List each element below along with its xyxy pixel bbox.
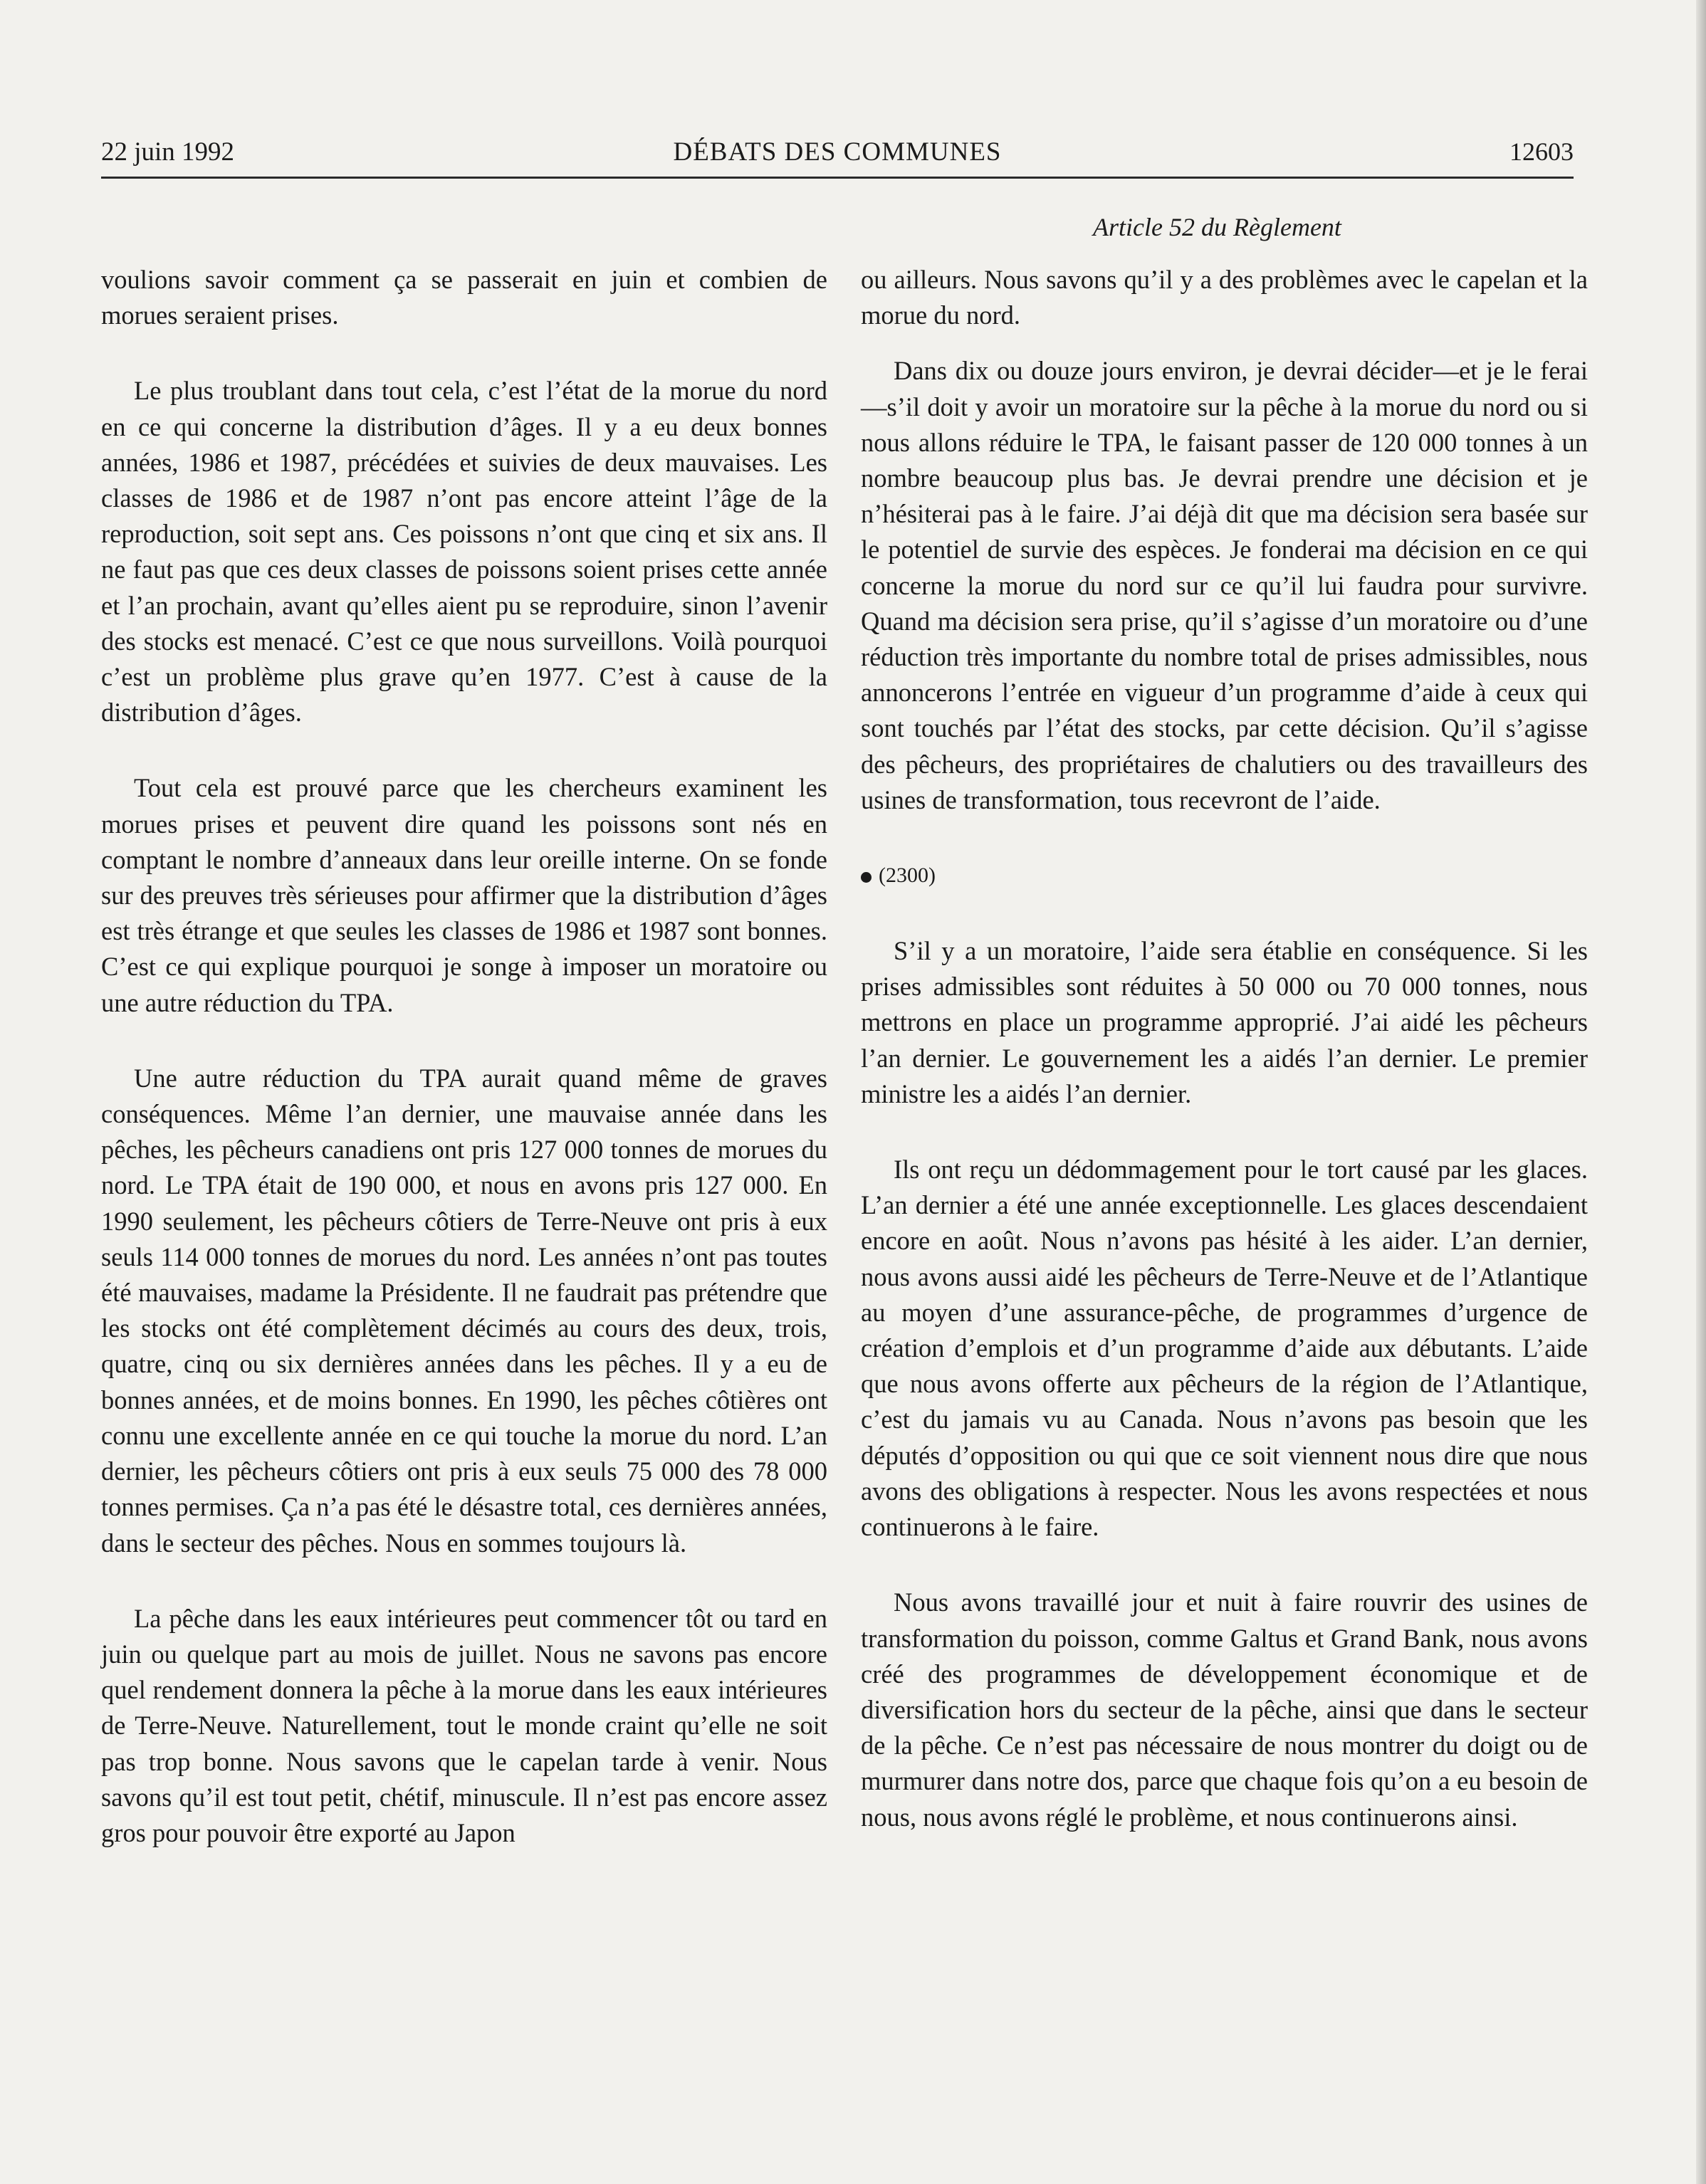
paragraph: Tout cela est prouvé parce que les chercheurs examinent les morues prises et peuvent dire quand les poissons sont nés en comptant le nombre d’anneaux dans leur oreille interne. On se fonde sur des preuves très sérieuses pour affirmer que la distribution d’âges est très étrange et que seules les classes de 1986 et 1987 sont bonnes. C’est ce qui explique pourquoi je songe à imposer un moratoire ou une autre réduction du TPA. [101,773,827,1017]
paragraph: Dans dix ou douze jours environ, je devrai décider—et je le ferai—s’il doit y avoir un moratoire sur la pêche à la morue du nord ou si nous allons réduire le TPA, le faisant passer de 120 000 tonnes à un nombre beaucoup plus bas. Je devrai prendre une décision et je n’hésiterai pas à le faire. J’ai déjà dit que ma décision sera basée sur le potentiel de survie des espèces. Je fonderai ma décision en ce qui concerne la morue du nord sur ce qu’il lui faudra pour survivre. Quand ma décision sera prise, qu’il s’agisse d’un moratoire ou d’une réduction très importante du nombre total de prises admissibles, nous annoncerons l’entrée en vigueur d’un programme d’aide à ceux qui sont touchés par l’état des stocks, par cette décision. Qu’il s’agisse des pêcheurs, des propriétaires de chalutiers ou des travailleurs des usines de transformation, tous recevront de l’aide. [861,356,1588,814]
header-title: DÉBATS DES COMMUNES [673,137,1002,167]
header-page-number: 12603 [1509,137,1574,166]
paragraph: Ils ont reçu un dédommagement pour le tort causé par les glaces. L’an dernier a été une année exceptionnelle. Les glaces descendaient encore en août. Nous n’avons pas hésité à les aider. L’an dernier, nous avons aussi aidé les pêcheurs de Terre-Neuve et de l’Atlantique au moyen d’une assurance-pêche, de programmes d’urgence de création d’emplois et d’un programme d’aide aux débutants. L’aide que nous avons offerte aux pêcheurs de la région de l’Atlantique, c’est du jamais vu au Canada. Nous n’avons pas besoin que les députés d’opposition ou qui que ce soit viennent nous dire que nous avons des obligations à respecter. Nous les avons respectées et nous continuerons à le faire. [861,1155,1588,1542]
paragraph: Le plus troublant dans tout cela, c’est l’état de la morue du nord en ce qui concerne la distribution d’âges. Il y a eu deux bonnes années, 1986 et 1987, précédées et suivies de deux mauvaises. Les classes de 1986 et de 1987 n’ont pas encore atteint l’âge de la reproduction, soit sept ans. Ces poissons n’ont que cinq et six ans. Il ne faut pas que ces deux classes de poissons soient prises cette année et l’an prochain, avant qu’elles aient pu se reproduire, sinon l’avenir des stocks est menacé. C’est ce que nous surveillons. Voilà pourquoi c’est un problème plus grave qu’en 1977. C’est à cause de la distribution d’âges. [101,376,827,728]
paragraph: ou ailleurs. Nous savons qu’il y a des problèmes avec le capelan et la morue du nord. [861,265,1588,330]
paragraph: voulions savoir comment ça se passerait en juin et combien de morues seraient prises. [101,265,827,330]
page-header [101,137,1574,179]
paragraph: S’il y a un moratoire, l’aide sera établie en conséquence. Si les prises admissibles sont réduites à 50 000 ou 70 000 tonnes, nous mettrons en place un programme approprié. J’ai aidé les pêcheurs l’an dernier. Le gouvernement les a aidés l’an dernier. Le premier ministre les a aidés l’an dernier. [861,936,1588,1108]
paragraph: Une autre réduction du TPA aurait quand même de graves conséquences. Même l’an dernier, une mauvaise année dans les pêches, les pêcheurs canadiens ont pris 127 000 tonnes de morues du nord. Le TPA était de 190 000, et nous en avons pris 127 000. En 1990 seulement, les pêcheurs côtiers de Terre-Neuve ont pris à eux seuls 114 000 tonnes de morues du nord. Les années n’ont pas toutes été mauvaises, madame la Présidente. Il ne faudrait pas prétendre que les stocks ont été complètement décimés au cours des deux, trois, quatre, cinq ou six dernières années dans les pêches. Il y a eu de bonnes années, et de moins bonnes. En 1990, les pêches côtières ont connu une excellente année en ce qui touche la morue du nord. L’an dernier, les pêcheurs côtiers ont pris à eux seuls 75 000 des 78 000 tonnes permises. Ça n’a pas été le désastre total, ces dernières années, dans le secteur des pêches. Nous en sommes toujours là. [101,1063,827,1558]
scan-edge-shadow [1696,0,1706,2184]
paragraph: Nous avons travaillé jour et nuit à faire rouvrir des usines de transformation du poisson, comme Galtus et Grand Bank, nous avons créé des programmes de développement économique et de diversification hors du secteur de la pêche, ainsi que dans le secteur de la pêche. Ce n’est pas nécessaire de nous montrer du doigt ou de murmurer dans notre dos, parce que chaque fois qu’on a eu besoin de nous, nous avons réglé le problème, et nous continuerons ainsi. [861,1587,1588,1832]
section-rubric: Article 52 du Règlement [1093,213,1341,241]
header-date: 22 juin 1992 [101,137,235,167]
time-marker [861,858,1588,893]
paragraph: La pêche dans les eaux intérieures peut commencer tôt ou tard en juin ou quelque part au mois de juillet. Nous ne savons pas encore quel rendement donnera la pêche à la morue dans les eaux intérieures de Terre-Neuve. Naturellement, tout le monde craint qu’elle ne soit pas trop bonne. Nous savons que le capelan tarde à venir. Nous savons qu’il est tout petit, chétif, minuscule. Il n’est pas encore assez gros pour pouvoir être exporté au Japon [101,1603,827,1847]
bullet-icon [861,872,872,883]
time-marker-text: (2300) [879,863,936,888]
left-column [101,262,827,1851]
right-column [861,262,1588,1835]
